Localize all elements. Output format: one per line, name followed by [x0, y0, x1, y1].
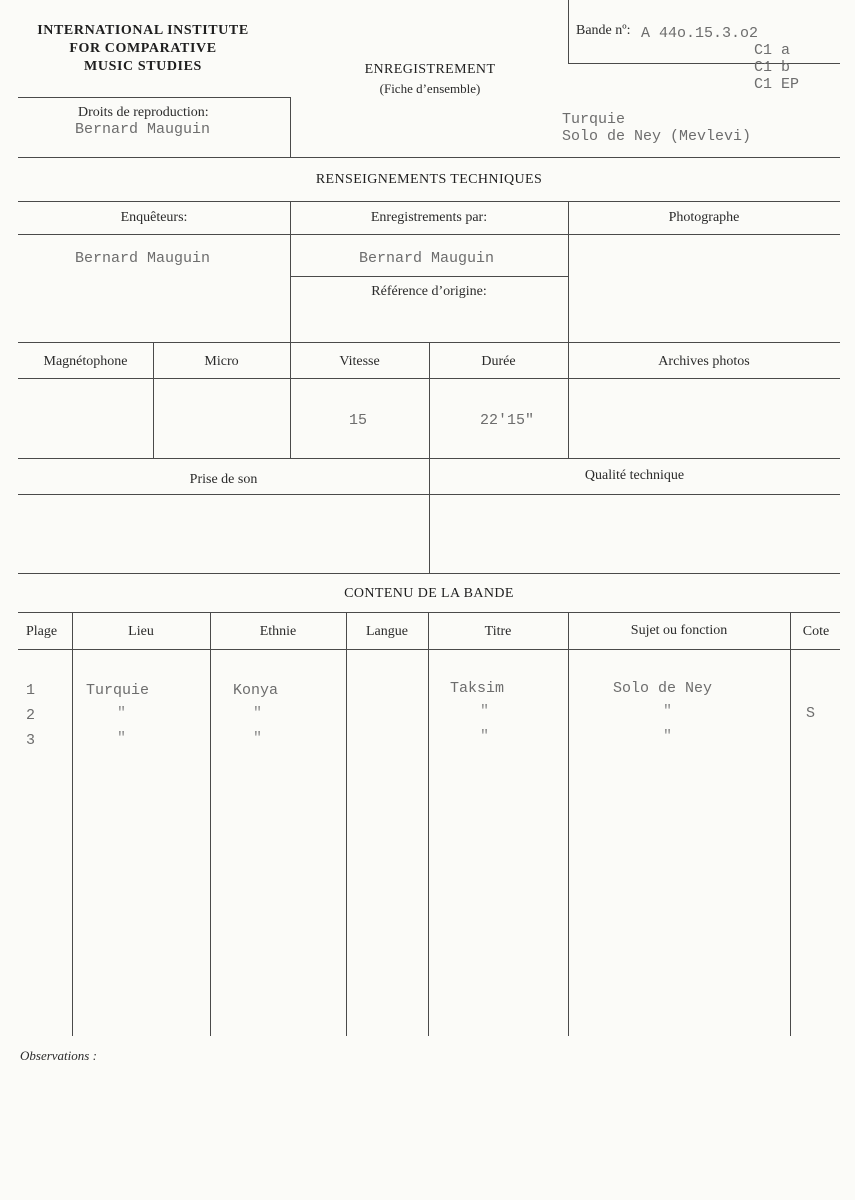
bande-code-3: C1 EP — [754, 76, 800, 93]
contents-col3-rule — [346, 612, 347, 1036]
cote-cell: S — [806, 705, 816, 722]
vitesse-value: 15 — [349, 412, 368, 429]
contents-header-rule — [18, 612, 840, 613]
titre-cell: " — [480, 703, 490, 720]
reference-rule — [290, 276, 568, 277]
observations-label: Observations : — [20, 1048, 97, 1063]
titre-cell: Taksim — [450, 680, 505, 697]
form-subtitle: (Fiche d’ensemble) — [379, 81, 481, 96]
duree-label: Durée — [481, 354, 516, 369]
qualite-technique-label: Qualité technique — [584, 468, 685, 483]
enregistrements-value: Bernard Mauguin — [359, 250, 495, 267]
bande-code-2: C1 b — [754, 59, 791, 76]
form-title: ENREGISTREMENT — [364, 62, 496, 77]
contents-col1-rule — [72, 612, 73, 1036]
tech-section-title: RENSEIGNEMENTS TECHNIQUES — [315, 172, 543, 187]
col-header-langue: Langue — [366, 624, 408, 639]
rights-top-rule — [18, 97, 291, 98]
prise-de-son-label: Prise de son — [189, 472, 258, 487]
duree-value: 22'15" — [480, 412, 535, 429]
rights-right-rule — [290, 97, 291, 157]
plage-cell: 3 — [26, 732, 36, 749]
magnetophone-label: Magnétophone — [43, 354, 128, 369]
lieu-cell: " — [117, 730, 127, 747]
institute-name-line3: MUSIC STUDIES — [84, 59, 202, 74]
reference-label: Référence d’origine: — [371, 284, 487, 299]
bande-code-1: C1 a — [754, 42, 791, 59]
contents-col6-rule — [790, 612, 791, 1036]
bande-box-left-border — [568, 0, 569, 63]
contents-labels-rule — [18, 649, 840, 650]
ethnie-cell: " — [253, 730, 263, 747]
bande-value: A 44o.15.3.o2 — [641, 25, 759, 42]
micro-label: Micro — [204, 354, 239, 369]
contents-col2-rule — [210, 612, 211, 1036]
tech-labels-rule — [18, 234, 840, 235]
enqueteurs-label: Enquêteurs: — [120, 210, 188, 225]
subject-title: Solo de Ney (Mevlevi) — [562, 128, 752, 145]
institute-name-line1: INTERNATIONAL INSTITUTE — [37, 23, 249, 38]
enqueteurs-value: Bernard Mauguin — [75, 250, 211, 267]
rights-bottom-rule — [18, 157, 840, 158]
contents-section-title: CONTENU DE LA BANDE — [344, 586, 514, 601]
sujet-cell: " — [663, 728, 673, 745]
subject-country: Turquie — [562, 111, 626, 128]
vitesse-label: Vitesse — [339, 354, 380, 369]
col-header-ethnie: Ethnie — [259, 624, 297, 639]
plage-cell: 2 — [26, 707, 36, 724]
rights-label: Droits de reproduction: — [78, 105, 209, 120]
ethnie-cell: Konya — [233, 682, 279, 699]
rights-value: Bernard Mauguin — [75, 121, 211, 138]
contents-col5-rule — [568, 612, 569, 1036]
col-header-sujet: Sujet ou fonction — [630, 623, 728, 638]
bande-label: Bande nº: — [576, 23, 631, 38]
col-header-plage: Plage — [26, 624, 58, 639]
enregistrements-label: Enregistrements par: — [370, 210, 488, 225]
col-header-lieu: Lieu — [128, 624, 154, 639]
institute-name-line2: FOR COMPARATIVE — [69, 41, 217, 56]
lieu-cell: Turquie — [86, 682, 150, 699]
lieu-cell: " — [117, 705, 127, 722]
contents-col4-rule — [428, 612, 429, 1036]
photographe-label: Photographe — [668, 210, 740, 225]
plage-cell: 1 — [26, 682, 36, 699]
sujet-cell: " — [663, 703, 673, 720]
bande-box-bottom-border — [568, 63, 840, 64]
titre-cell: " — [480, 728, 490, 745]
prise-bottom-rule — [18, 573, 840, 574]
sujet-cell: Solo de Ney — [613, 680, 713, 697]
col-header-cote: Cote — [802, 624, 830, 639]
ethnie-cell: " — [253, 705, 263, 722]
col-header-titre: Titre — [484, 624, 512, 639]
tech-header-rule — [18, 201, 840, 202]
archives-photos-label: Archives photos — [658, 354, 750, 369]
